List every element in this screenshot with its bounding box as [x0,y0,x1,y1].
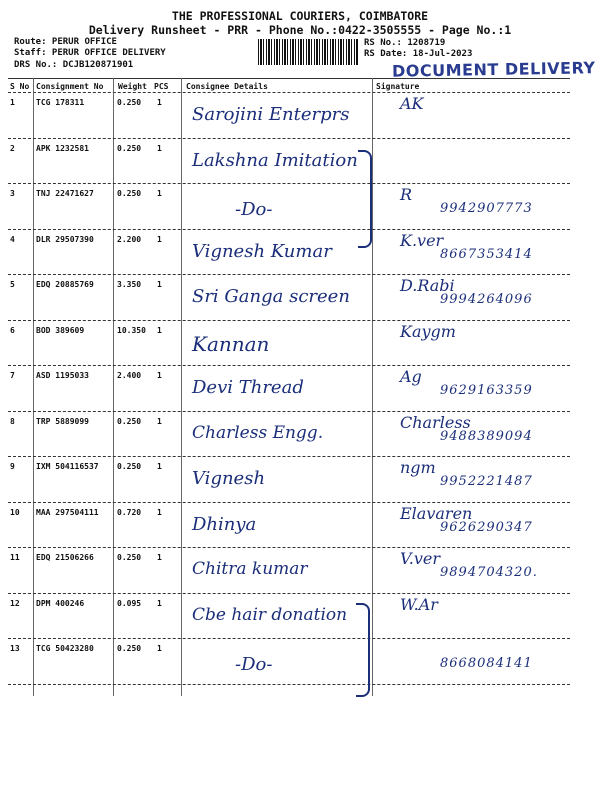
row-separator [8,684,570,685]
row-sno: 3 [10,189,15,198]
row-weight: 3.350 [117,280,142,289]
row-separator [8,547,570,548]
header-separator [8,92,570,93]
row-consignee-handwritten: Charless Engg. [192,423,324,443]
row-weight: 0.250 [117,98,142,107]
row-separator [8,365,570,366]
row-consignee-handwritten: Vignesh Kumar [192,241,332,262]
row-phone-handwritten: 9952221487 [440,474,533,489]
row-signature: Elavaren [400,504,473,523]
row-separator [8,274,570,275]
row-pcs: 1 [157,508,162,517]
row-consignment-no: TNJ 22471627 [36,189,94,198]
row-pcs: 1 [157,144,162,153]
row-pcs: 1 [157,553,162,562]
row-pcs: 1 [157,280,162,289]
row-consignee-handwritten: -Do- [235,199,273,220]
row-pcs: 1 [157,644,162,653]
barcode-image [258,39,358,65]
row-separator [8,502,570,503]
row-sno: 11 [10,553,20,562]
row-consignee-handwritten: Sarojini Enterprs [192,104,350,125]
header-weight: Weight [118,82,147,91]
row-sno: 12 [10,599,20,608]
header-sno: S No [10,82,30,91]
row-signature: ngm [400,458,436,477]
row-pcs: 1 [157,235,162,244]
row-consignment-no: EDQ 20885769 [36,280,94,289]
row-separator [8,320,570,321]
header-consignment: Consignment No [36,82,104,91]
row-pcs: 1 [157,371,162,380]
row-weight: 0.250 [117,144,142,153]
row-pcs: 1 [157,326,162,335]
row-consignment-no: DPM 400246 [36,599,85,608]
row-phone-handwritten: 9629163359 [440,383,533,398]
row-phone-handwritten: 8667353414 [440,247,533,262]
row-consignment-no: DLR 29507390 [36,235,94,244]
row-consignment-no: ASD 1195033 [36,371,89,380]
row-consignee-handwritten: Devi Thread [192,377,304,398]
row-signature: Charless [400,413,471,432]
row-consignee-handwritten: -Do- [235,654,273,675]
row-sno: 13 [10,644,20,653]
row-signature: V.ver [400,549,440,568]
row-separator [8,138,570,139]
row-consignment-no: TCG 178311 [36,98,85,107]
col-divider [33,78,34,696]
row-pcs: 1 [157,599,162,608]
row-signature: Kaygm [400,322,456,341]
row-pcs: 1 [157,189,162,198]
row-phone-handwritten: 9488389094 [440,429,533,444]
row-phone-handwritten: 9942907773 [440,201,533,216]
company-title: THE PROFESSIONAL COURIERS, COIMBATORE [171,9,429,23]
row-consignee-handwritten: Chitra kumar [192,559,308,579]
row-consignee-handwritten: Vignesh [192,468,266,489]
row-pcs: 1 [157,417,162,426]
row-weight: 0.095 [117,599,142,608]
row-weight: 0.250 [117,462,142,471]
table-top-border [8,78,570,79]
row-consignee-handwritten: Kannan [192,332,270,356]
row-consignment-no: TCG 50423280 [36,644,94,653]
row-consignee-handwritten: Lakshna Imitation [192,150,358,171]
row-signature: R [400,185,413,204]
row-weight: 0.250 [117,417,142,426]
row-signature: Ag [400,367,422,386]
row-weight: 0.250 [117,189,142,198]
col-divider [372,78,373,696]
row-weight: 0.250 [117,553,142,562]
row-sno: 4 [10,235,15,244]
bracket-mark [358,150,372,248]
row-phone-handwritten: 9626290347 [440,520,533,535]
runsheet-subtitle: Delivery Runsheet - PRR - Phone No.:0422-3505555 - Page No.:1 [88,23,512,37]
row-consignee-handwritten: Dhinya [192,514,257,535]
col-divider [113,78,114,696]
row-separator [8,229,570,230]
row-separator [8,456,570,457]
row-weight: 0.250 [117,644,142,653]
row-sno: 6 [10,326,15,335]
row-phone-handwritten: 9894704320. [440,565,538,580]
staff-label: Staff: PERUR OFFICE DELIVERY [14,48,166,58]
row-phone-handwritten: 8668084141 [440,656,533,671]
row-pcs: 1 [157,98,162,107]
header-pcs: PCS [154,82,169,91]
row-sno: 7 [10,371,15,380]
row-separator [8,411,570,412]
row-weight: 2.200 [117,235,142,244]
header-consignee: Consignee Details [186,82,268,91]
row-weight: 2.400 [117,371,142,380]
row-separator [8,638,570,639]
row-signature: D.Rabi [400,276,455,295]
row-sno: 10 [10,508,20,517]
row-separator [8,593,570,594]
row-phone-handwritten: 9994264096 [440,292,533,307]
rs-date: RS Date: 18-Jul-2023 [364,49,473,59]
rs-number: RS No.: 1208719 [364,38,446,48]
row-sno: 5 [10,280,15,289]
row-sno: 8 [10,417,15,426]
row-sno: 2 [10,144,15,153]
row-signature: W.Ar [400,595,438,614]
row-sno: 9 [10,462,15,471]
row-weight: 10.350 [117,326,146,335]
row-pcs: 1 [157,462,162,471]
row-signature: K.ver [400,231,444,250]
col-divider [181,78,182,696]
bracket-mark [356,603,370,697]
drs-number: DRS No.: DCJB120871901 [14,60,134,70]
header-signature: Signature [376,82,420,91]
row-consignment-no: EDQ 21506266 [36,553,94,562]
row-consignment-no: APK 1232581 [36,144,89,153]
route-label: Route: PERUR OFFICE [14,37,117,47]
row-weight: 0.720 [117,508,142,517]
row-consignment-no: BOD 389609 [36,326,85,335]
row-consignment-no: MAA 297504111 [36,508,99,517]
row-consignment-no: TRP 5889099 [36,417,89,426]
row-consignment-no: IXM 504116537 [36,462,99,471]
document-delivery-stamp: DOCUMENT DELIVERY [391,58,596,81]
row-separator [8,183,570,184]
row-signature: AK [400,94,424,113]
row-consignee-handwritten: Cbe hair donation [192,605,348,625]
row-sno: 1 [10,98,15,107]
row-consignee-handwritten: Sri Ganga screen [192,286,350,307]
